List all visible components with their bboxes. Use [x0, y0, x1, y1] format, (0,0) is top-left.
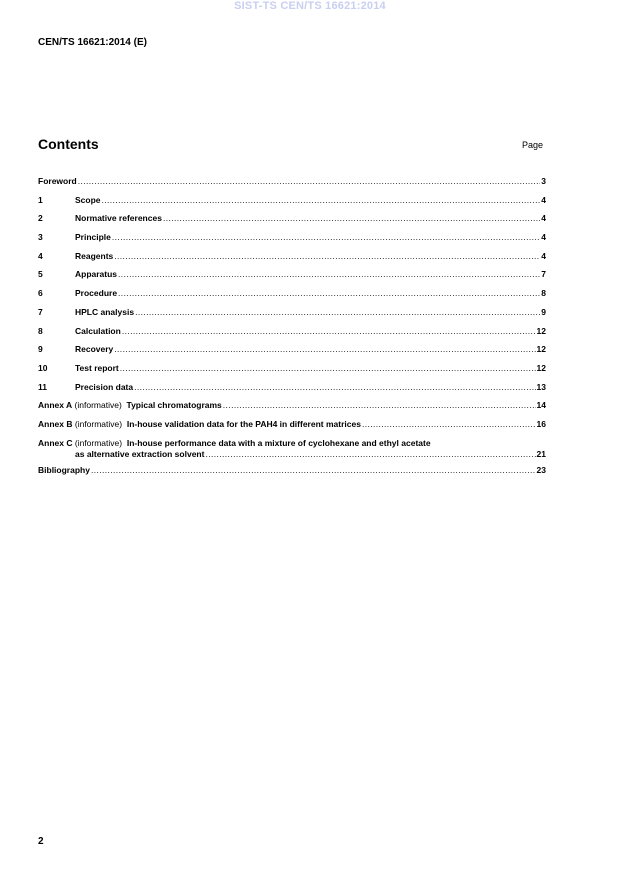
contents-heading: Contents [38, 136, 99, 152]
leader-dots [205, 449, 535, 460]
toc-entry-number: 6 [38, 288, 43, 299]
toc-entry-title: Precision data [75, 381, 134, 392]
toc-entry-page: 12 [536, 362, 546, 373]
toc-entry-title: Test report [75, 362, 119, 373]
toc-entry-hplc-analysis[interactable] [38, 307, 546, 326]
toc-entry-title: Bibliography [38, 464, 90, 475]
leader-dots [114, 251, 540, 262]
toc-entry-page: 4 [541, 213, 546, 224]
toc-entry-title: Recovery [75, 344, 114, 355]
toc-entry-title: Scope [75, 194, 101, 205]
toc-entry-number: 1 [38, 194, 43, 205]
toc-entry-number: 3 [38, 232, 43, 243]
toc-entry-calculation[interactable] [38, 326, 546, 345]
toc-entry-title: In-house validation data for the PAH4 in different matrices [126, 418, 361, 429]
toc-entry-apparatus[interactable] [38, 269, 546, 288]
toc-entry-number: 2 [38, 213, 43, 224]
toc-entry-title: In-house performance data with a mixture of cyclohexane and ethyl acetate [126, 437, 431, 448]
watermark: SIST-TS CEN/TS 16621:2014 [234, 0, 386, 12]
leader-dots [134, 382, 535, 393]
page-column-label: Page [522, 140, 544, 150]
annex-label: Annex B [38, 418, 73, 429]
toc-entry-title: Calculation [75, 325, 121, 336]
annex-type: (informative) [74, 400, 122, 411]
toc-entry-page: 9 [541, 306, 546, 317]
toc-entry-number: 10 [38, 362, 48, 373]
leader-dots [114, 344, 535, 355]
leader-dots [78, 176, 541, 187]
toc-entry-number: 8 [38, 325, 43, 336]
annex-label: Annex C [38, 437, 73, 448]
toc-entry-title: Normative references [75, 213, 162, 224]
toc-entry-page: 7 [541, 269, 546, 280]
annex-label: Annex A [38, 400, 73, 411]
toc-entry-page: 21 [536, 448, 546, 459]
leader-dots [91, 465, 536, 476]
toc-entry-page: 4 [541, 194, 546, 205]
toc-entry-test-report[interactable] [38, 363, 546, 382]
toc-entry-title: Reagents [75, 250, 114, 261]
toc-entry-number: 9 [38, 344, 43, 355]
toc-entry-recovery[interactable] [38, 344, 546, 363]
toc-entry-annex-c[interactable] [38, 438, 546, 465]
table-of-contents [38, 176, 546, 483]
toc-entry-bibliography[interactable] [38, 465, 546, 484]
annex-type: (informative) [74, 437, 123, 448]
toc-entry-page: 4 [541, 250, 546, 261]
leader-dots [223, 400, 536, 411]
toc-entry-procedure[interactable] [38, 288, 546, 307]
toc-entry-number: 11 [38, 381, 47, 392]
toc-entry-number: 5 [38, 269, 43, 280]
toc-entry-normative-references[interactable] [38, 213, 546, 232]
leader-dots [112, 232, 540, 243]
toc-entry-page: 23 [536, 464, 546, 475]
leader-dots [102, 195, 541, 206]
toc-entry-title: Procedure [75, 288, 118, 299]
document-id: CEN/TS 16621:2014 (E) [38, 37, 147, 48]
toc-entry-page: 12 [536, 325, 546, 336]
toc-entry-title: Typical chromatograms [126, 400, 222, 411]
leader-dots [135, 307, 540, 318]
toc-entry-page: 13 [536, 381, 546, 392]
toc-entry-title: Principle [75, 232, 111, 243]
leader-dots [118, 288, 540, 299]
leader-dots [163, 213, 540, 224]
toc-entry-principle[interactable] [38, 232, 546, 251]
toc-entry-number: 7 [38, 306, 43, 317]
toc-entry-precision-data[interactable] [38, 382, 546, 401]
toc-entry-scope[interactable] [38, 195, 546, 214]
toc-entry-title: Foreword [38, 176, 77, 186]
leader-dots [362, 419, 536, 430]
toc-entry-title-continued: as alternative extraction solvent [75, 448, 205, 459]
toc-entry-foreword[interactable] [38, 176, 546, 195]
toc-entry-annex-a[interactable] [38, 400, 546, 419]
leader-dots [118, 269, 540, 280]
page-number: 2 [38, 836, 44, 847]
toc-entry-reagents[interactable] [38, 251, 546, 270]
toc-entry-page: 3 [541, 176, 546, 186]
annex-type: (informative) [74, 418, 123, 429]
toc-entry-title: Apparatus [75, 269, 118, 280]
toc-entry-title: HPLC analysis [75, 306, 135, 317]
toc-entry-page: 12 [536, 344, 546, 355]
toc-entry-annex-b[interactable] [38, 419, 546, 438]
toc-entry-number: 4 [38, 250, 43, 261]
leader-dots [122, 326, 536, 337]
toc-entry-page: 16 [536, 418, 546, 429]
toc-entry-page: 8 [541, 288, 546, 299]
leader-dots [120, 363, 536, 374]
toc-entry-page: 4 [541, 232, 546, 243]
toc-entry-page: 14 [536, 400, 546, 411]
